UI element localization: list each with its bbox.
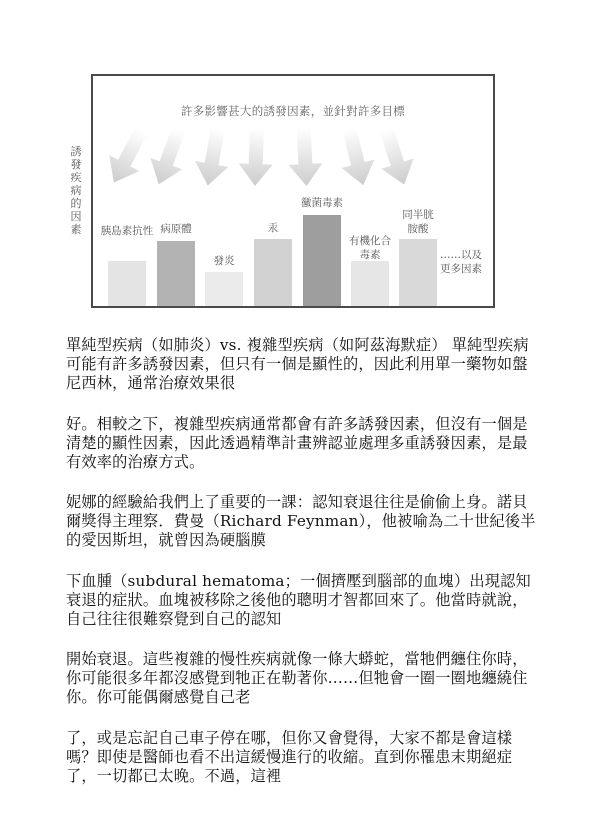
bar-pathogens: [157, 241, 195, 306]
paragraph-5: [66, 650, 540, 707]
arrow-down-right-icon: [333, 125, 380, 190]
body-text: 妮娜的經驗給我們上了重要的一課：認知衰退往往是偷偷上身。諾貝爾獎得主理察．費曼（Richard Feynman），他被喻為二十世紀後半的愛因斯坦，就曾因為硬腦膜: [66, 493, 536, 549]
bar-insulin-resistance: [108, 261, 146, 306]
bar-label: 胰島素抗性: [100, 225, 154, 237]
arrow-down-icon: [287, 127, 324, 187]
paragraph-1: [66, 336, 540, 393]
paragraph-3: [66, 493, 540, 550]
paragraph-2: [66, 415, 540, 472]
arrow-down-right-icon: [370, 124, 420, 190]
bar-label: 有機化合毒素: [349, 235, 391, 261]
figure-y-axis-label: 誘發疾病的因素: [70, 145, 82, 236]
body-text: 好。相較之下，複雜型疾病通常都會有許多誘發因素，但沒有一個是清楚的顯性因素，因此透過精準計畫辨認並處理多重誘發因素，是最有效率的治療方式。: [66, 415, 528, 471]
body-text: 單純型疾病（如肺炎）vs. 複雜型疾病（如阿茲海默症） 單純型疾病可能有許多誘發因素，但只有一個是顯性的，因此利用單一藥物如盤尼西林，通常治療效果很: [66, 336, 529, 392]
bar-mycotoxins: [303, 215, 341, 306]
figure-title: 許多影響甚大的誘發因素，並針對許多目標: [180, 104, 406, 118]
arrow-down-icon: [238, 127, 274, 186]
paragraph-4: [66, 572, 540, 629]
body-text: 了，或是忘記自己車子停在哪，但你又會覺得，大家不都是會這樣嗎？即使是醫師也看不出這緩慢進行的收縮。直到你罹患末期絕症了，一切都已太晚。不過，這裡: [66, 729, 513, 785]
figure-panel: [91, 74, 495, 308]
body-text: 開始衰退。這些複雜的慢性疾病就像一條大蟒蛇，當牠們纏住你時，你可能很多年都沒感覺到牠正在勒著你……但牠會一圈一圈地纏繞住你。你可能偶爾感覺自己老: [66, 650, 528, 706]
arrow-down-left-icon: [143, 124, 195, 190]
more-factors-label: ……以及更多因素: [440, 249, 482, 275]
bar-label: 汞: [267, 222, 279, 234]
bar-homocysteine: [399, 239, 437, 306]
arrow-down-left-icon: [99, 123, 156, 190]
bar-label: 發炎: [213, 255, 235, 267]
bar-label: 病原體: [160, 223, 192, 235]
bar-inflammation: [205, 272, 243, 306]
arrow-down-left-icon: [191, 125, 235, 188]
bar-label: 黴菌毒素: [301, 197, 343, 209]
bar-mercury: [254, 239, 292, 306]
bar-organic-toxins: [351, 261, 389, 306]
body-text: 下血腫（subdural hematoma；一個擠壓到腦部的血塊）出現認知衰退的症狀。血塊被移除之後他的聰明才智都回來了。他當時就說，自己往往很難察覺到自己的認知: [66, 572, 531, 628]
bar-label: 同半胱胺酸: [402, 209, 434, 235]
paragraph-6: [66, 729, 540, 786]
